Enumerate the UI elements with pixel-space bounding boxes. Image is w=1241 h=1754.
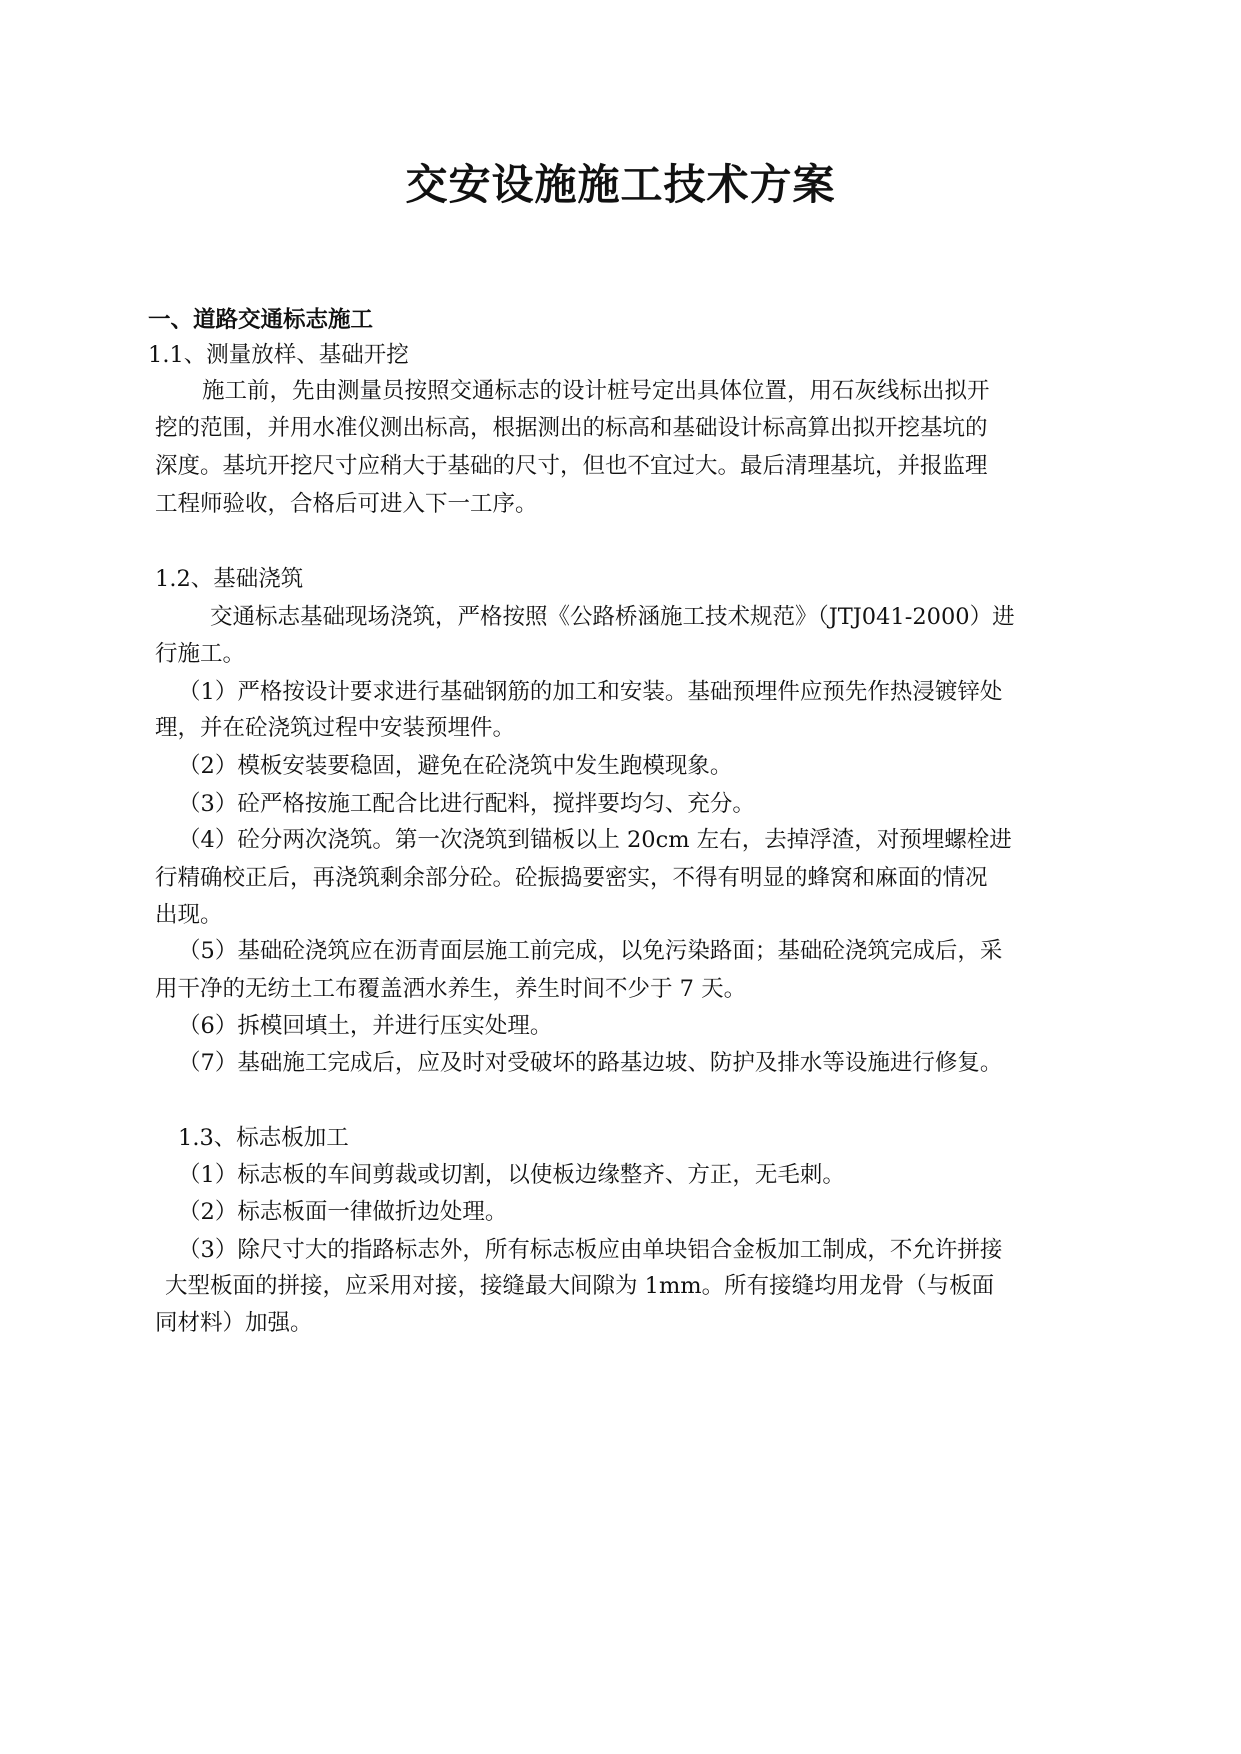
paragraph-line: （6）拆模回填土，并进行压实处理。 (178, 1013, 553, 1039)
paragraph-line: 大型板面的拼接，应采用对接，接缝最大间隙为 1mm。所有接缝均用龙骨（与板面 (165, 1273, 995, 1299)
paragraph-line: 工程师验收，合格后可进入下一工序。 (155, 491, 538, 517)
paragraph-line: （1）严格按设计要求进行基础钢筋的加工和安装。基础预埋件应预先作热浸镀锌处 (178, 679, 1003, 705)
paragraph-line: （2）标志板面一律做折边处理。 (178, 1199, 508, 1225)
paragraph-line: 同材料）加强。 (155, 1310, 313, 1336)
subsection-heading-1-3: 1.3、标志板加工 (178, 1125, 349, 1151)
paragraph-line: （1）标志板的车间剪裁或切割，以使板边缘整齐、方正，无毛刺。 (178, 1162, 845, 1188)
paragraph-line: 出现。 (155, 902, 223, 928)
paragraph-line: 行施工。 (155, 641, 246, 667)
paragraph-line: 交通标志基础现场浇筑，严格按照《公路桥涵施工技术规范》（JTJ041-2000）进 (210, 604, 1015, 630)
paragraph-line: 理，并在砼浇筑过程中安装预埋件。 (155, 715, 516, 741)
paragraph-line: 深度。基坑开挖尺寸应稍大于基础的尺寸，但也不宜过大。最后清理基坑，并报监理 (155, 453, 988, 479)
paragraph-line: （5）基础砼浇筑应在沥青面层施工前完成，以免污染路面；基础砼浇筑完成后，采 (178, 938, 1003, 964)
subsection-heading-1-1: 1.1、测量放样、基础开挖 (148, 342, 409, 368)
paragraph-line: 用干净的无纺土工布覆盖洒水养生，养生时间不少于 7 天。 (155, 976, 747, 1002)
document-title: 交安设施施工技术方案 (405, 160, 836, 209)
paragraph-line: 行精确校正后，再浇筑剩余部分砼。砼振捣要密实，不得有明显的蜂窝和麻面的情况 (155, 865, 988, 891)
paragraph-line: 挖的范围，并用水准仪测出标高，根据测出的标高和基础设计标高算出拟开挖基坑的 (155, 415, 988, 441)
section-heading: 一、道路交通标志施工 (148, 307, 374, 333)
subsection-heading-1-2: 1.2、基础浇筑 (155, 566, 304, 592)
paragraph-line: （3）除尺寸大的指路标志外，所有标志板应由单块铝合金板加工制成，不允许拼接 (178, 1237, 1003, 1263)
paragraph-line: （7）基础施工完成后，应及时对受破坏的路基边坡、防护及排水等设施进行修复。 (178, 1050, 1003, 1076)
paragraph-line: 施工前，先由测量员按照交通标志的设计桩号定出具体位置，用石灰线标出拟开 (202, 378, 990, 404)
paragraph-line: （2）模板安装要稳固，避免在砼浇筑中发生跑模现象。 (178, 753, 733, 779)
paragraph-line: （3）砼严格按施工配合比进行配料，搅拌要均匀、充分。 (178, 791, 755, 817)
paragraph-line: （4）砼分两次浇筑。第一次浇筑到锚板以上 20cm 左右，去掉浮渣，对预埋螺栓进 (178, 827, 1012, 853)
